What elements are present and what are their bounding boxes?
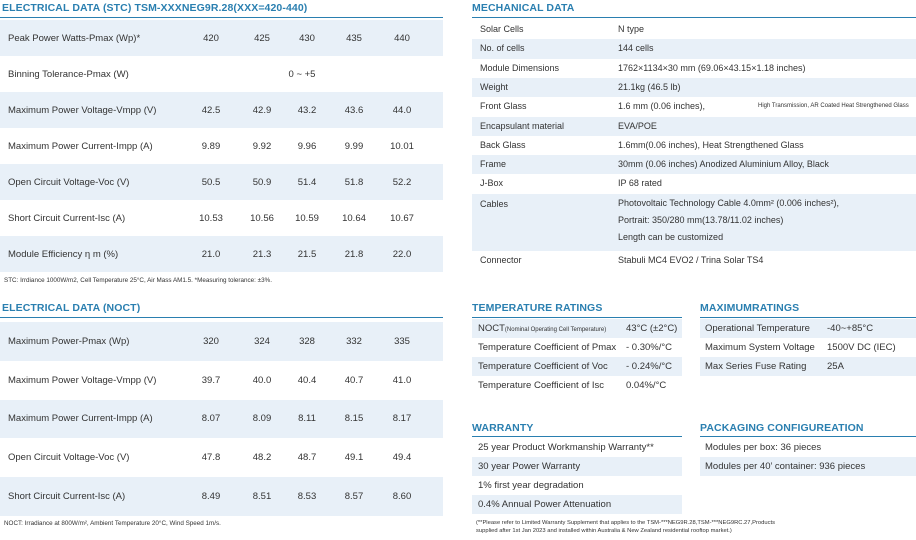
mech-row [472,251,916,270]
mech-key: Back Glass [480,139,526,150]
warranty-note-1: (**Please refer to Limited Warranty Supplement that applies to the TSM-***NEG9R.28,TSM-***NEG9RC.27,Products [476,520,775,526]
table-row [0,164,443,200]
cell-value: 41.0 [392,374,412,386]
mech-row [472,117,916,136]
maxr-value: 25A [827,361,844,372]
cell-value: 332 [346,335,362,347]
row-label: Maximum Power Voltage-Vmpp (V) [8,104,157,116]
table-row [0,400,443,439]
row-label: Binning Tolerance-Pmax (W) [8,68,129,80]
row-span-value: 0 ~ +5 [288,68,316,80]
noct-title: ELECTRICAL DATA (NOCT) [2,302,141,314]
warranty-text: 1% first year degradation [478,480,584,491]
temp-noct-value: 43°C (±2°C) [626,323,678,334]
row-label: Maximum Power Voltage-Vmpp (V) [8,374,157,386]
cell-value: 8.15 [344,413,364,425]
cell-value: 324 [254,335,270,347]
maxr-row [700,319,916,338]
cell-value: 320 [203,335,219,347]
mech-row [472,20,916,39]
maxr-value: 1500V DC (IEC) [827,342,896,353]
row-label: Maximum Power Current-Impp (A) [8,413,153,425]
table-row [0,361,443,400]
table-row [0,236,443,272]
cell-value: 39.7 [201,374,221,386]
warranty-line [472,495,682,514]
mech-row [472,59,916,78]
stc-title-rule [0,17,443,18]
maxr-label: Operational Temperature [705,323,810,334]
cell-value: 10.53 [199,212,223,224]
mech-value: 21.1kg (46.5 lb) [618,81,681,92]
cell-value: 8.51 [252,491,272,503]
cell-value: 42.5 [201,104,221,116]
mech-row [472,155,916,174]
temp-value: - 0.30%/°C [626,342,673,353]
row-label: Peak Power Watts-Pmax (Wp)* [8,32,141,44]
pack-text: Modules per 40’ container: 936 pieces [705,461,866,472]
cell-value: 8.53 [297,491,317,503]
temp-noct-label: NOCT [478,323,505,334]
mech-value: N type [618,24,645,34]
cell-value: 430 [299,32,315,44]
cell-value: 51.8 [344,176,364,188]
mech-value: 30mm (0.06 inches) Anodized Aluminium Alloy, Black [618,159,829,170]
row-label: Short Circuit Current-Isc (A) [8,212,126,224]
mech-key: Module Dimensions [480,62,560,73]
pack-text: Modules per box: 36 pieces [705,442,822,453]
cell-value: 10.64 [342,212,366,224]
mech-key: Frame [480,159,507,170]
mech-row [472,174,916,193]
mech-value-line: Length can be customized [618,231,724,242]
cell-value: 8.49 [201,491,221,503]
mech-row [472,136,916,155]
cell-value: 22.0 [392,248,412,260]
warranty-title: WARRANTY [472,422,534,434]
table-row [0,56,443,92]
cell-value: 10.01 [390,140,414,152]
table-row [0,200,443,236]
cell-value: 49.1 [344,452,364,464]
cell-value: 48.2 [252,452,272,464]
table-row [0,92,443,128]
stc-note: STC: Irrdiance 1000W/m2, Cell Temperature 25°C, Air Mass AM1.5. *Measuring tolerance: ±3%. [4,277,272,284]
cell-value: 50.5 [201,176,221,188]
table-row [0,438,443,477]
temp-row [472,338,682,357]
maxr-title: MAXIMUMRATINGS [700,302,800,314]
cell-value: 10.59 [295,212,319,224]
noct-note: NOCT: Irradiance at 800W/m², Ambient Temperature 20°C, Wind Speed 1m/s. [4,520,221,527]
warranty-line [472,457,682,476]
warranty-text: 25 year Product Workmanship Warranty** [478,442,654,453]
cell-value: 40.0 [252,374,272,386]
temp-value: 0.04%/°C [626,380,667,391]
mech-value-extra: High Transmission, AR Coated Heat Strengthened Glass [758,103,909,110]
cell-value: 328 [299,335,315,347]
temp-label: Temperature Coefficient of Voc [478,361,608,372]
mech-row [472,97,916,116]
table-row [0,20,443,56]
temp-noct-row [472,319,682,338]
warranty-text: 30 year Power Warranty [478,461,581,472]
temp-label: Temperature Coefficient of Isc [478,380,605,391]
mech-title: MECHANICAL DATA [472,2,575,14]
warranty-line [472,476,682,495]
temp-noct-small: (Nominal Operating Cell Temperature) [504,327,607,333]
row-label: Module Efficiency η m (%) [8,248,119,260]
cell-value: 8.07 [201,413,221,425]
maxr-row [700,338,916,357]
cell-value: 43.2 [297,104,317,116]
mech-key: Front Glass [480,101,527,112]
maxr-row [700,357,916,376]
cell-value: 8.57 [344,491,364,503]
mech-value: 1.6mm(0.06 inches), Heat Strengthened Glass [618,139,804,150]
pack-line [700,438,916,457]
table-row [0,322,443,361]
temp-label: Temperature Coefficient of Pmax [478,342,617,353]
cell-value: 48.7 [297,452,317,464]
cell-value: 44.0 [392,104,412,116]
temp-row [472,357,682,376]
cell-value: 47.8 [201,452,221,464]
mech-value: EVA/POE [618,120,657,131]
cell-value: 40.7 [344,374,364,386]
mech-key: Weight [480,81,508,92]
noct-title-rule [0,317,443,318]
mech-title-rule [472,17,916,18]
cell-value: 49.4 [392,452,412,464]
table-row [0,477,443,516]
mech-value: 1.6 mm (0.06 inches), [618,101,706,112]
mech-value-line: Photovoltaic Technology Cable 4.0mm² (0.006 inches²), [618,197,839,208]
cell-value: 21.3 [252,248,272,260]
mech-value: Stabuli MC4 EVO2 / Trina Solar TS4 [618,254,764,265]
cell-value: 42.9 [252,104,272,116]
stc-title: ELECTRICAL DATA (STC) TSM-XXXNEG9R.28(XXX=420-440) [2,2,308,14]
temp-title: TEMPERATURE RATINGS [472,302,603,314]
cell-value: 8.09 [252,413,272,425]
mech-value: 144 cells [618,43,654,54]
mech-row [472,194,916,251]
mech-key: Cables [480,198,509,209]
cell-value: 52.2 [392,176,412,188]
maxr-value: -40~+85°C [827,323,874,334]
mech-value: IP 68 rated [618,178,662,189]
cell-value: 335 [394,335,410,347]
maxr-label: Max Series Fuse Rating [705,361,807,372]
row-label: Short Circuit Current-Isc (A) [8,491,126,503]
row-label: Maximum Power Current-Impp (A) [8,140,153,152]
cell-value: 40.4 [297,374,317,386]
mech-row [472,39,916,58]
mech-value: 1762×1134×30 mm (69.06×43.15×1.18 inches) [618,62,806,73]
cell-value: 420 [203,32,219,44]
cell-value: 51.4 [297,176,317,188]
cell-value: 10.67 [390,212,414,224]
mech-key: Encapsulant material [480,120,565,131]
cell-value: 9.99 [344,140,364,152]
cell-value: 21.5 [297,248,317,260]
warranty-title-rule [472,436,682,437]
temp-title-rule [472,317,682,318]
row-label: Open Circuit Voltage-Voc (V) [8,452,130,464]
cell-value: 440 [394,32,410,44]
cell-value: 8.60 [392,491,412,503]
temp-value: - 0.24%/°C [626,361,673,372]
cell-value: 9.96 [297,140,317,152]
mech-key: No. of cells [480,43,525,54]
temp-row [472,376,682,395]
cell-value: 435 [346,32,362,44]
cell-value: 9.92 [252,140,272,152]
pack-line [700,457,916,476]
maxr-title-rule [700,317,916,318]
cell-value: 425 [254,32,270,44]
cell-value: 50.9 [252,176,272,188]
pack-title-rule [700,436,916,437]
cell-value: 21.0 [201,248,221,260]
mech-row [472,78,916,97]
warranty-line [472,438,682,457]
row-label: Maximum Power-Pmax (Wp) [8,335,130,347]
mech-key: J-Box [480,178,504,189]
cell-value: 9.89 [201,140,221,152]
pack-title: PACKAGING CONFIGUREATION [700,422,864,434]
cell-value: 8.17 [392,413,412,425]
warranty-note-2: supplied after 1st Jan 2023 and installed within Australia & New Zealand residential rooftop market.) [476,528,732,534]
mech-value-line: Portrait: 350/280 mm(13.78/11.02 inches) [618,214,784,225]
maxr-label: Maximum System Voltage [705,342,815,353]
cell-value: 10.56 [250,212,274,224]
warranty-text: 0.4% Annual Power Attenuation [478,499,612,510]
mech-key: Solar Cells [480,24,524,34]
cell-value: 8.11 [298,413,316,425]
cell-value: 43.6 [344,104,364,116]
row-label: Open Circuit Voltage-Voc (V) [8,176,130,188]
mech-key: Connector [480,254,522,265]
table-row [0,128,443,164]
cell-value: 21.8 [344,248,364,260]
